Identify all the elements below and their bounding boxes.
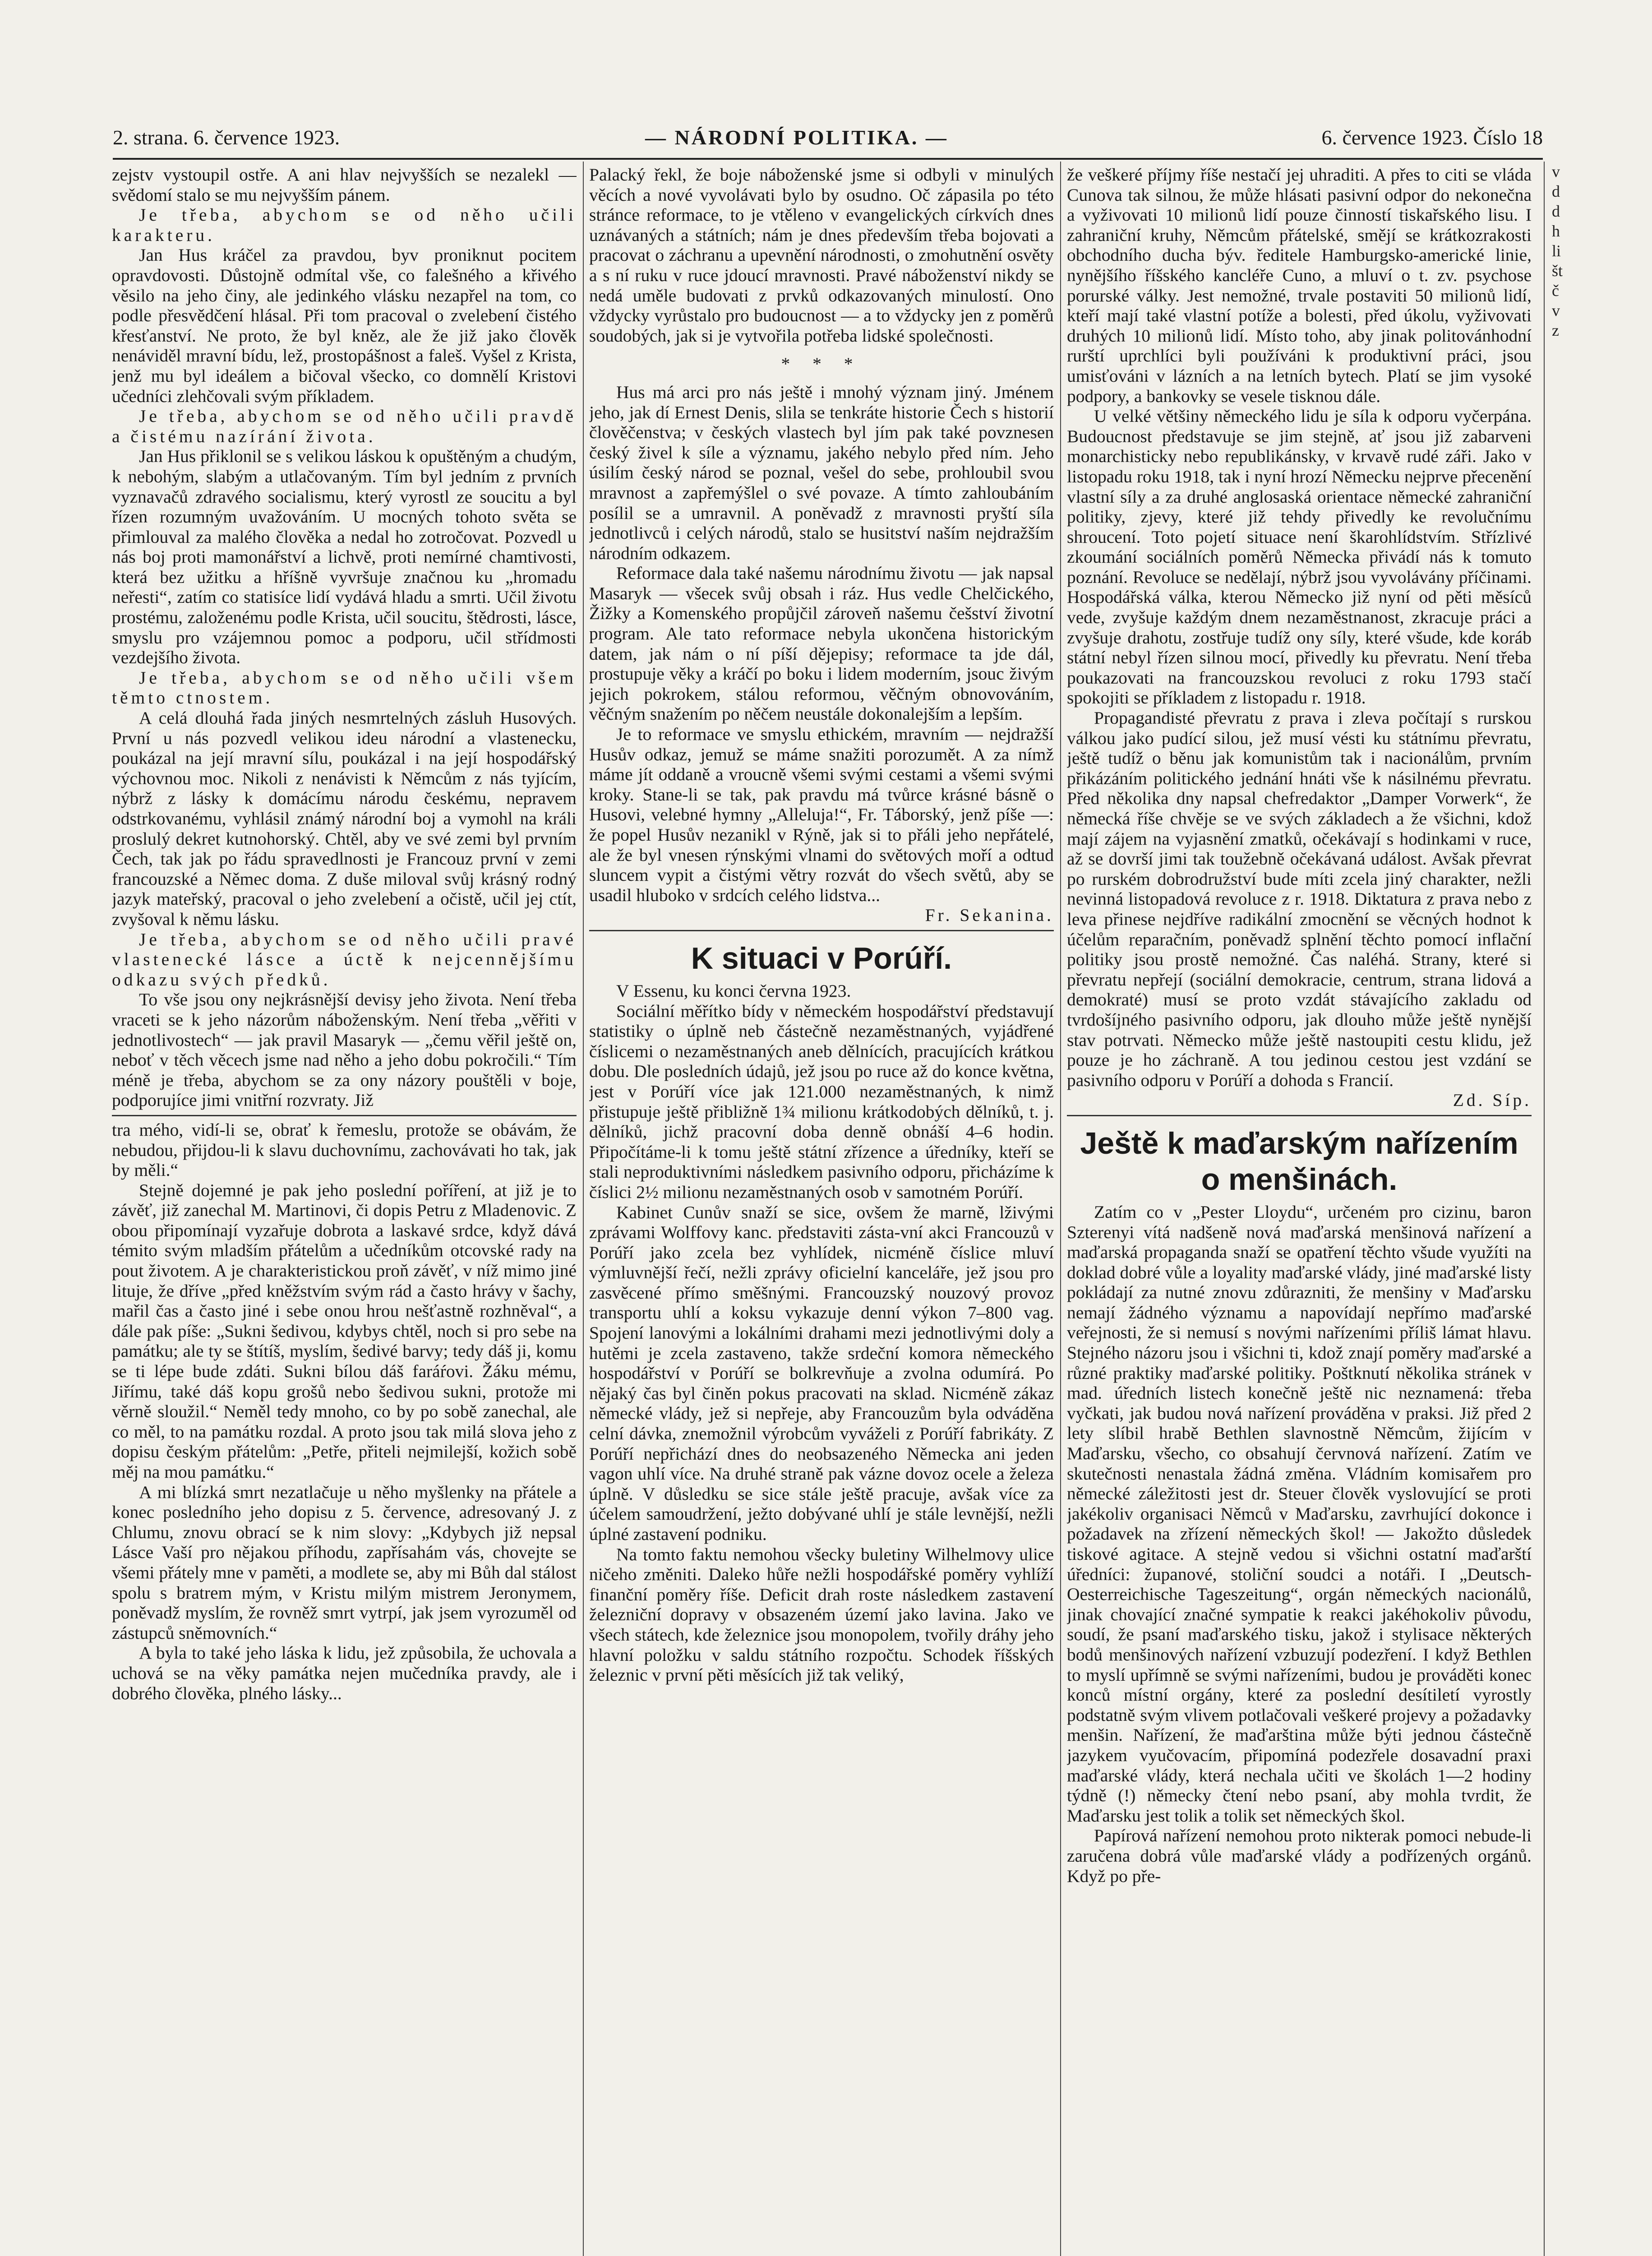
- section-rule: [589, 930, 1054, 931]
- adjacent-page-edge: v d d h li št č v z: [1552, 162, 1563, 339]
- author-signature: Fr. Sekanina.: [925, 905, 1054, 925]
- column-1: [112, 165, 577, 2256]
- column-2: [589, 165, 1054, 2256]
- paragraph: zejstv vystoupil ostře. A ani hlav nejvyšších se nezalekl — svědomí stalo se mu nejvyšším pánem.: [112, 165, 577, 205]
- paragraph: A mi blízká smrt nezatlačuje u něho myšlenky na přátele a konec posledního jeho dopisu z 5. července, adresovaný J. z Chlumu, znovu obrací se k nim slovy: „Kdybych již nepsal Lásce Vaší pro nějakou příhodu, zapřísahám vás, chovejte se všemi přátely mne v paměti, a modlete se, aby mi Bůh dal stálost spolu s bratrem mým, v Kristu milým mistrem Jeronymem, poněvadž myslím, že rovněž smrt vytrpí, jak jsem vyrozuměl od zástupců sněmovních.“: [112, 1482, 577, 1643]
- section-rule: [112, 1115, 577, 1116]
- paragraph: Sociální měřítko bídy v německém hospodářství představují statistiky o úplně neb částečně nezaměstnaných, vyjádřené číslicemi o nezaměstnaných aneb dělnících, pracujících krátkou dobu. Dle posledních údajů, jež jsou po ruce až do konce května, jest v Porúří více jak 121.000 nezaměstnaných, k nimž přistupuje ještě přibližně 1¾ milionu krátkodobých dělníků, t. j. dělníků, jichž pracovní doba denně obnáší 4–6 hodin. Připočítáme-li k tomu ještě státní zřízence a úředníky, kteří se stali neproduktivními následkem pasivního odporu, přicházíme k číslici 2½ milionu nezaměstnaných osob v samotném Porúří.: [589, 1001, 1054, 1202]
- paragraph: Palacký řekl, že boje náboženské jsme si odbyli v minulých věcích a nové vyvolávati bylo by osudno. Oč zápasila po této stránce reformace, to je vtěleno v evangelických církvích dnes uznávaných a státních; nám je dnes především třeba bojovati a pracovat o záchranu a upevnění národnosti, o zmohutnění osvěty a s ní ruku v ruce jdoucí mravnosti. Pravé náboženství nikdy se nedá uměle budovati z prvků odkazovaných minulostí. Ono vždycky vyrůstalo pro budoucnost — a to vždycky jen z poměrů soudobých, jak si je vytvořila potřeba lidské společnosti.: [589, 165, 1054, 346]
- article-headline: K situaci v Porúří.: [691, 941, 952, 975]
- paragraph: Zatím co v „Pester Lloydu“, určeném pro cizinu, baron Szterenyi vítá nadšeně nová maďarská menšinová nařízení a maďarská propaganda snaží se opatření těchto všude využíti na doklad dobré vůle a loyality maďarské vlády, jiné maďarské listy pokládají za nutné znovu zdůrazniti, že menšiny v Maďarsku nemají žádného významu a napovídají nepřímo maďarské veřejnosti, že si nemusí s novými nařízeními příliš lámat hlavu. Stejného názoru jsou i všichni ti, kdož znají poměry maďarské a různé praktiky maďarské politiky. Poštknutí několika stránek v mad. úředních listech konečně ještě nic neznamená: třeba vyčkati, jak budou nová nařízení prováděna v praksi. Již před 2 lety slíbil hrabě Bethlen slavnostně Němcům, žijícím v Maďarsku, všecho, co obsahují červnová nařízení. Zatím ve skutečnosti nenastala žádná změna. Vládním komisařem pro německé záležitosti jest dr. Steuer člověk vyslovující se proti jakékoliv organisaci Němců v Maďarsku, zavrhující dokonce i požadavek na zřízení německých škol! — Jakožto důsledek tiskové agitace. A stejně vedou si všichni ostatní maďarští úředníci: županové, stoliční soudci a notáři. I „Deutsch-Oesterreichische Tageszeitung“, orgán německých nacionálů, jinak chovající značné sympatie k reakci jakéhokoliv původu, soudí, že psaní maďarského tisku, jakož i stylisace některých bodů menšinových nařízení vzbuzují podezření. I když Bethlen to myslí upřímně se svými nařízeními, budou je prováděti konec konců místní orgány, které za poslední desítiletí vyrostly podstatně svým vlivem potlačovali veškeré projevy a požadavky menšin. Nařízení, že maďarština může býti jednou částečně jazykem vyučovacím, připomíná podezřele dosavadní praxi maďarské vlády, která nechala učiti ve školách 1—2 hodiny týdně (!) německy čtení nebo psaní, aby mohla tvrdit, že Maďarsku jest tolik a tolik set německých škol.: [1067, 1202, 1532, 1826]
- author-signature: Zd. Síp.: [1453, 1090, 1532, 1110]
- paragraph: že veškeré příjmy říše nestačí jej uhraditi. A přes to citi se vláda Cunova tak silnou, že může hlásati pasivní odpor do nekonečna a vyživovati 10 milionů lidí pouze činností tiskařského lisu. I zahraniční kruhy, Němcům přátelské, smějí se krátkozrakosti obchodního ducha býv. ředitele Hamburgsko-americké linie, nynějšího říšského kancléře Cuno, a mluví o t. zv. psychose porurské války. Jest nemožné, trvale postaviti 50 milionů lidí, kteří mají také vlastní potíže a bolesti, před úkolu, vyživovati druhých 10 milionů lidí. Místo toho, aby jinak politovánhodní rurští uprchlíci byli používáni k produktivní práci, jsou umisťováni v lázních a na letních bytech. Platí se jim vysoké podpory, a bankovky se vesele tisknou dále.: [1067, 165, 1532, 406]
- paragraph: Na tomto faktu nemohou všecky buletiny Wilhelmovy ulice ničeho změniti. Daleko hůře nežli hospodářské poměry vyhlíží finanční poměry říše. Deficit drah roste následkem zastavení železniční dopravy v obsazeném území jako lavina. Jako ve všech státech, kde železnice jsou monopolem, tvořily dráhy jeho hlavní položku v saldu státního rozpočtu. Schodek říšských železnic v první pěti měsících již tak veliký,: [589, 1544, 1054, 1685]
- column-divider: [1544, 162, 1545, 2256]
- paragraph: Reformace dala také našemu národnímu životu — jak napsal Masaryk — všecek svůj obsah i ráz. Hus vedle Chelčického, Žižky a Komenského propůjčil zároveň našemu češství životní program. Ale tato reformace nebyla ukončena historickým datem, jak nám o ní píší dějepisy; reformace ta jde dál, prostupuje věky a kráčí po boku i lidem moderním, jsouc živým jejich pokrokem, stálou reformou, věčným obnovováním, věčným snažením po něčem neustále dokonalejším a lepším.: [589, 563, 1054, 724]
- paragraph: A byla to také jeho láska k lidu, jež způsobila, že uchovala a uchová se na věky památka nejen mučedníka pravdy, ale i dobrého člověka, plného lásky...: [112, 1643, 577, 1703]
- section-rule: [1067, 1115, 1532, 1116]
- maxim: Je třeba, abychom se od něho učili všem těmto ctnostem.: [112, 667, 577, 708]
- maxim: Je třeba, abychom se od něho učili pravé vlastenecké lásce a úctě k nejcennějšímu odkazu svých předků.: [112, 929, 577, 989]
- paragraph: tra mého, vidí-li se, obrať k řemeslu, protože se obávám, že nebudou, přijdou-li k slavu duchovnímu, zachovávati ho tak, jak by měli.“: [112, 1119, 577, 1180]
- section-separator: * * *: [781, 354, 862, 374]
- paragraph: Jan Hus přiklonil se s velikou láskou k opuštěným a chudým, k nebohým, slabým a utlačovaným. Tím byl jedním z prvních vyznavačů zdravého socialismu, který vyrostl ze soucitu a byl řízen rozumným uvažováním. U mocných tohoto světa se přimlouval za malého člověka a nedal ho zotročovat. Pozvedl u nás boj proti mamonářství a lichvě, proti nemírné chamtivosti, která bez užitku a hříšně vyvršuje značnou ku „hromadu neřesti“, zatím co statisíce lidí vydává hladu a smrti. Učil životu prostému, založenému podle Krista, učil soucitu, štědrosti, lásce, smyslu pro vzájemnou pomoc a podporu, učil střídmosti vezdejšího života.: [112, 446, 577, 668]
- dateline: V Essenu, ku konci června 1923.: [616, 980, 851, 1001]
- article-headline: Ještě k maďarským nařízením o menšinách.: [1080, 1126, 1518, 1197]
- page-number-date: 2. strana. 6. července 1923.: [113, 126, 340, 149]
- column-divider: [583, 162, 584, 2256]
- issue-date-number: 6. července 1923. Číslo 18: [1321, 126, 1543, 149]
- paragraph: To vše jsou ony nejkrásnější devisy jeho života. Není třeba vraceti se k jeho názorům náboženským. Není třeba „věřiti v jednotlivostech“ — jak pravil Masaryk — „čemu věřil ještě on, neboť v těch věcech jsme nad něho a jeho dobu pokročili.“ Tím méně je třeba, abychom se za ony názory pouštěli v boje, podporujíce jimi vnitřní rozvraty. Již: [112, 989, 577, 1110]
- maxim: Je třeba, abychom se od něho učili karakteru.: [112, 205, 577, 245]
- paragraph: Papírová nařízení nemohou proto nikterak pomoci nebude-li zaručena dobrá vůle maďarské vlády a podřízených orgánů. Když po pře-: [1067, 1826, 1532, 1886]
- paragraph: U velké většiny německého lidu je síla k odporu vyčerpána. Budoucnost představuje se jim stejně, ať jsou již zabarveni monarchisticky nebo republikánsky, v krvavě rudé záři. Jako v listopadu roku 1918, tak i nyní hrozí Německu nejprve přecenění vlastní síly a za druhé anglosaská orientace německé zahraniční politiky, zjevy, které již tehdy přivedly ke revolučnímu shroucení. Toto pojetí situace není škarohlídstvím. Střízlivé zkoumání sociálních poměrů Německa přivádí nás k tomuto poznání. Revoluce se nedělají, nýbrž jsou vyvolávány příčinami. Hospodářská válka, kterou Německo již nyní od pěti měsíců vede, zvyšuje každým dnem nezaměstnanost, zkracuje práci a zvyšuje drahotu, zostřuje tudíž ony síly, které všude, kde koráb státní nebyl řízen silnou mocí, přivedly ku převratu. Není třeba poukazovati na francouzskou revoluci z roku 1793 stačí spokojiti se příkladem z listopadu r. 1918.: [1067, 406, 1532, 708]
- top-rule: [113, 158, 1543, 160]
- paragraph: Je to reformace ve smyslu ethickém, mravním — nejdražší Husův odkaz, jemuž se máme snažiti porozumět. A za nímž máme jít oddaně a vroucně všemi svými cestami a všemi svými kroky. Stane-li se tak, pak pravdu má tvůrce krásné básně o Husovi, velebné hymny „Alleluja!“, Fr. Táborský, jenž píše —: že popel Husův nezanikl v Rýně, jak si to přáli jeho nepřátelé, ale že byl vnesen rýnskými vlnami do světových moří a odtud sluncem vypit a čistými větry rozvát do všech světů, aby se usadil hluboko v srdcích celého lidstva...: [589, 724, 1054, 905]
- paragraph: Hus má arci pro nás ještě i mnohý význam jiný. Jménem jeho, jak dí Ernest Denis, slila se tenkráte historie Čech s historií člověčenstva; v českých vlastech byl jím pak také povznesen český živel k síle a významu, jakého nebylo před ním. Jeho úsilím český národ se poznal, vešel do sebe, prohloubil svou mravnost a zapřemýšlel o své povaze. A tímto zahloubáním posílil se a umravnil. A poněvadž z mravnosti pryští síla jednotlivců i celých národů, stalo se husitství naším nejdražším národním odkazem.: [589, 382, 1054, 563]
- maxim: Je třeba, abychom se od něho učili pravdě a čistému nazírání života.: [112, 406, 577, 446]
- paragraph: Stejně dojemné je pak jeho poslední poříření, at již je to závěť, již zanechal M. Martinovi, či dopis Petru z Mladenovic. Z obou připomínají vyzařuje dobrota a laskavé srdce, když dává témito svým mladším přátelům a učedníkům otcovské rady na pout životem. A je charakteristickou proň závěť, v níž mimo jiné lituje, že dříve „před kněžstvím svým rád a často hrávy v šachy, mařil čas a často jiné i sebe onou hrou nešťastně rozhněval“, a dále pak píše: „Sukni šedivou, kdybys chtěl, noch si pro sebe na památku; ale ty se štítíš, myslím, šedivé barvy; tedy dáš ji, komu se ti lépe bude zdáti. Sukni bílou dáš faráŕovi. Žáku mému, Jiřímu, také dáš kopu grošů nebo šedivou sukni, protože mi věrně sloužil.“ Neměl tedy mnoho, co by po sobě zanechal, ale co měl, to na památku rozdal. A proto jsou tak milá slova jeho z dopisu českým přátelům: „Petře, přiteli nejmilejší, kožich sobě měj na mou památku.“: [112, 1180, 577, 1482]
- paragraph: A celá dlouhá řada jiných nesmrtelných zásluh Husových. První u nás pozvedl velikou ideu národní a vlastenecku, poukázal na její mravní sílu, poukázal i na její hospodářský výchovnou moc. Nikoli z nenávisti k Němcům z nás tyjícím, nýbrž z lásky k domácímu národu českému, nepravem odstrkovanému, vyhlásil známý národní boj a vymohl na králi proslulý dekret kutnohorský. Chtěl, aby ve své zemi byl prvním Čech, tak jak po řádu spravedlnosti je Francouz první v zemi francouzské a Němec doma. Z duše miloval svůj krásný rodný jazyk mateřský, pracoval o jeho zvelebení a očistě, učil jej ctít, zvyšoval k němu lásku.: [112, 708, 577, 929]
- paragraph: Kabinet Cunův snaží se sice, ovšem že marně, lživými zprávami Wolffovy kanc. představiti zásta-vní akci Francouzů v Porúří jako zcela bez vyhlídek, nicméně číslice mluví výmluvnější řečí, nežli zprávy oficielní kanceláře, jež jsou pro zasvěcené přímo směšnými. Francouzský nouzový provoz transportu uhlí a koksu vykazuje denní výkon 7–800 vag. Spojení lanovými a lokálními drahami mezi jednotlivými doly a hutěmi je zcela zastaveno, takže srdeční komora německého hospodářství v Porúří se bolkrevňuje a zvolna odumírá. Po nějaký čas byl činěn pokus pracovati na sklad. Nicméně zákaz německé vlády, jež si nepřeje, aby Francouzům byla odváděna celní dávka, znemožnil výrobcům vyváželi z Porúří fabrikáty. Z Porúří nepřichází dnes do neobsazeného Německa ani jeden vagon uhlí více. Na druhé straně pak vázne dovoz ocele a železa úplně. V důsledku se sice stále ještě pracuje, avšak více za účelem samoudržení, ježto dobývané uhlí je stále levnější, nežli úplné zastavení podniku.: [589, 1202, 1054, 1544]
- paragraph: Propagandisté převratu z prava i zleva počítají s rurskou válkou jako pudící silou, jež musí vésti ku státnímu převratu, ještě tudíž o běnu jak komunistům tak i nacionálům, prvním přikázáním politického jednání hnáti vše k násilnému převratu. Před několika dny napsal chefredaktor „Damper Vorwerk“, že německá říše chvěje se ve svých základech a že všichni, kdož mají zájem na vyjasnění zmatků, očekávají s hodinkami v ruce, až se dovrší jimi tak toužebně očekávaná událost. Avšak převrat po rurském dobrodružství bude míti zcela jiný charakter, nežli nevinná listopadová revoluce z r. 1918. Diktatura z prava nebo z leva přinese nejdříve radikální zmocnění se věcných hodnot k účelům reparačním, poněvadž splnění těchto pomocí inflační politiky jsou prostě nemožné. Čas naléhá. Strany, které si převratu nepřejí (sociální demokracie, centrum, strana lidová a demokraté) musí se proto vzdát stávajícího zakladu od tvrdošíjného pasivního odporu, jak dlouho může ještě nynější stav potrvati. Německo může ještě nastoupiti cestu klidu, jež pouze je ho záchraně. A tou jedinou cestou jest vzdání se pasivního odporu v Porúří a dohoda s Francií.: [1067, 708, 1532, 1090]
- masthead: [113, 125, 1543, 157]
- column-3: [1067, 165, 1532, 2256]
- newspaper-title: — NÁRODNÍ POLITIKA. —: [645, 126, 948, 149]
- paragraph: Jan Hus kráčel za pravdou, byv proniknut pocitem opravdovosti. Důstojně odmítal vše, co falešného a křivého věsilo na jeho činy, ale jedinkého vlásku nezapřel na tom, co podle přesvědčení hlásal. Při tom pracoval o zvelebení čistého křesťanství. Ne proto, že byl kněz, ale že již jako člověk nenáviděl mravní bídu, lež, prostopášnost a faleš. Vyšel z Krista, jenž mu byl ideálem a bičoval všecko, co domnělí Kristovi učedníci zlehčovali svým příkladem.: [112, 245, 577, 406]
- column-divider: [1060, 162, 1061, 2256]
